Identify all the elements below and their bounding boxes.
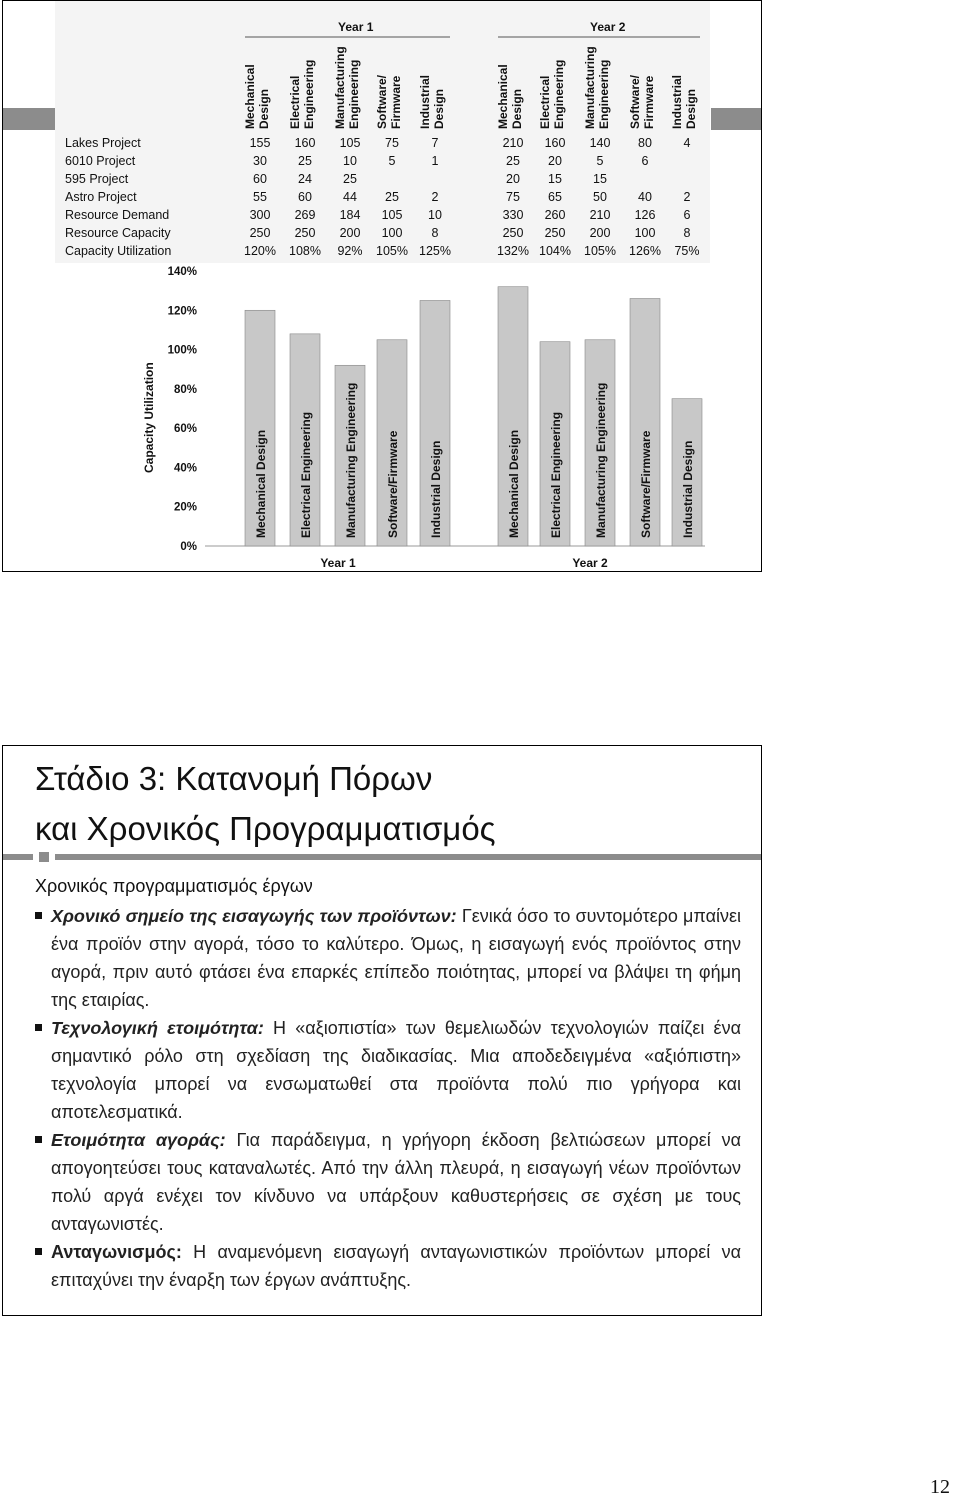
chart-bar-category-label: Manufacturing Engineering <box>594 382 608 538</box>
chart-y-tick-label: 80% <box>173 383 197 396</box>
bullet-text: Η αναμενόμενη εισαγωγή ανταγωνιστικών προϊόντων μπορεί να επιταχύνει την έναρξη των έργων ανάπτυξης. <box>51 1242 741 1290</box>
chart-y-tick-label: 0% <box>180 541 197 553</box>
right-accent-bar <box>711 108 761 130</box>
slide-capacity-chart <box>2 0 762 572</box>
slide-title <box>35 754 735 854</box>
table-col-header-year1: Electrical <box>288 75 302 129</box>
table-cell: 100 <box>381 226 403 240</box>
bullet-marker <box>35 912 42 919</box>
bullet-marker <box>35 1136 42 1143</box>
table-cell: 92% <box>337 244 363 258</box>
table-cell: 5 <box>388 154 396 168</box>
table-cell: 126 <box>634 208 656 222</box>
table-cell: 4 <box>683 136 691 150</box>
table-col-header-year1: Mechanical <box>243 64 257 129</box>
table-col-header-year1: Manufacturing <box>333 46 347 129</box>
table-col-header-year2: Engineering <box>552 59 566 129</box>
chart-group-label-year1: Year 1 <box>320 556 356 570</box>
table-col-header-year2: Design <box>684 88 698 129</box>
table-cell: 100 <box>634 226 656 240</box>
table-row-label: Capacity Utilization <box>65 244 172 258</box>
table-cell: 2 <box>431 190 439 204</box>
table-cell: 50 <box>593 190 607 204</box>
table-cell: 1 <box>431 154 439 168</box>
table-cell: 330 <box>502 208 524 222</box>
left-margin-strip <box>3 1 55 101</box>
table-year2-header: Year 2 <box>590 20 626 34</box>
bullet-text: Η «αξιοπιστία» των θεμελιωδών τεχνολογιών παίζει ένα σημαντικό ρόλο στη σχεδίαση της διαδικασίας. Μια αποδεδειγμένα «αξιόπιστη» τεχνολογία μπορεί να ενσωματωθεί στα προϊόντα πολύ πιο γρήγορα και αποτελεσματικά. <box>51 1018 741 1122</box>
chart-bar-category-label: Industrial Design <box>681 440 695 538</box>
table-cell: 250 <box>249 226 271 240</box>
bullet-marker <box>35 1248 42 1255</box>
bullet-item <box>35 1014 741 1126</box>
left-accent-bar <box>3 108 55 130</box>
table-cell: 30 <box>253 154 267 168</box>
slide-title-line1: Στάδιο 3: Κατανομή Πόρων <box>35 760 433 797</box>
table-cell: 132% <box>497 244 529 258</box>
chart-y-tick-label: 100% <box>167 344 197 357</box>
table-cell: 75 <box>385 136 399 150</box>
table-col-header-year2: Mechanical <box>496 64 510 129</box>
table-col-header-year1: Engineering <box>302 59 316 129</box>
chart-bar-category-label: Electrical Engineering <box>299 411 313 538</box>
bullet-item <box>35 902 741 1014</box>
table-cell: 160 <box>294 136 316 150</box>
table-col-header-year1: Software/ <box>375 74 389 129</box>
table-cell: 210 <box>589 208 611 222</box>
table-cell: 300 <box>249 208 271 222</box>
table-row-label: Resource Capacity <box>65 226 171 240</box>
table-cell: 80 <box>638 136 652 150</box>
table-cell: 75% <box>674 244 700 258</box>
slide-title-line2: και Χρονικός Προγραμματισμός <box>35 810 496 847</box>
table-cell: 269 <box>294 208 316 222</box>
table-cell: 24 <box>298 172 312 186</box>
chart-group-label-year2: Year 2 <box>572 556 608 570</box>
table-cell: 105% <box>376 244 408 258</box>
table-cell: 260 <box>544 208 566 222</box>
table-cell: 60 <box>253 172 267 186</box>
table-col-header-year2: Engineering <box>597 59 611 129</box>
chart-bar-category-label: Manufacturing Engineering <box>344 382 358 538</box>
table-cell: 125% <box>419 244 451 258</box>
table-cell: 20 <box>548 154 562 168</box>
table-row-label: Resource Demand <box>65 208 170 222</box>
table-cell: 6 <box>641 154 649 168</box>
table-cell: 25 <box>385 190 399 204</box>
table-year1-header: Year 1 <box>338 20 374 34</box>
table-col-header-year2: Manufacturing <box>583 46 597 129</box>
table-row-label: Astro Project <box>65 190 137 204</box>
chart-bar-category-label: Electrical Engineering <box>549 411 563 538</box>
chart-y-axis-label: Capacity Utilization <box>142 362 156 473</box>
table-col-header-year2: Design <box>510 88 524 129</box>
slide-body <box>35 872 741 1294</box>
table-cell: 25 <box>343 172 357 186</box>
table-cell: 126% <box>629 244 661 258</box>
table-cell: 44 <box>343 190 357 204</box>
table-cell: 160 <box>544 136 566 150</box>
chart-bar-category-label: Mechanical Design <box>254 429 268 538</box>
table-col-header-year1: Firmware <box>389 75 403 129</box>
chart-y-tick-label: 20% <box>173 501 197 514</box>
bullet-item <box>35 1126 741 1238</box>
table-cell: 40 <box>638 190 652 204</box>
table-cell: 210 <box>502 136 524 150</box>
chart-y-tick-label: 120% <box>167 305 197 318</box>
chart-bar-category-label: Software/Firmware <box>386 430 400 538</box>
table-row-label: 595 Project <box>65 172 129 186</box>
table-col-header-year2: Software/ <box>628 74 642 129</box>
table-row-label: Lakes Project <box>65 136 141 150</box>
table-cell: 5 <box>596 154 604 168</box>
table-col-header-year2: Firmware <box>642 75 656 129</box>
table-cell: 55 <box>253 190 267 204</box>
bullet-lead: Τεχνολογική ετοιμότητα: <box>51 1018 264 1038</box>
table-col-header-year1: Design <box>257 88 271 129</box>
bullet-lead: Ανταγωνισμός: <box>51 1242 182 1262</box>
table-cell: 15 <box>593 172 607 186</box>
table-col-header-year2: Electrical <box>538 75 552 129</box>
chart-bar-category-label: Software/Firmware <box>639 430 653 538</box>
bullet-marker <box>35 1024 42 1031</box>
table-cell: 200 <box>589 226 611 240</box>
table-cell: 25 <box>506 154 520 168</box>
bullet-lead: Ετοιμότητα αγοράς: <box>51 1130 226 1150</box>
table-col-header-year1: Engineering <box>347 59 361 129</box>
table-cell: 6 <box>683 208 691 222</box>
chart-bar-category-label: Mechanical Design <box>507 429 521 538</box>
table-cell: 250 <box>544 226 566 240</box>
chart-y-tick-label: 40% <box>173 462 197 475</box>
title-divider <box>3 852 762 862</box>
chart-y-tick-label: 60% <box>173 423 197 436</box>
bullet-text: Για παράδειγμα, η γρήγορη έκδοση βελτιώσεων μπορεί να απογοητεύσει τους καταναλωτές. Από την άλλη πλευρά, η εισαγωγή νέων προϊόντων πολύ αργά ενέχει τον κίνδυνο να υπάρξουν καθυστερήσεις σε σχέση με τους ανταγωνιστές. <box>51 1130 741 1234</box>
table-cell: 250 <box>502 226 524 240</box>
table-row-label: 6010 Project <box>65 154 136 168</box>
table-cell: 7 <box>431 136 439 150</box>
page-number: 12 <box>930 1476 950 1498</box>
table-cell: 8 <box>683 226 691 240</box>
capacity-figure-svg <box>55 1 710 572</box>
table-cell: 105% <box>584 244 616 258</box>
table-cell: 155 <box>249 136 271 150</box>
chart-bar-category-label: Industrial Design <box>429 440 443 538</box>
table-cell: 200 <box>339 226 361 240</box>
table-col-header-year2: Industrial <box>670 74 684 129</box>
table-cell: 2 <box>683 190 691 204</box>
table-cell: 65 <box>548 190 562 204</box>
table-cell: 250 <box>294 226 316 240</box>
table-cell: 105 <box>381 208 403 222</box>
table-cell: 108% <box>289 244 321 258</box>
table-cell: 184 <box>339 208 361 222</box>
bullet-text: Γενικά όσο το συντομότερο μπαίνει ένα προϊόν στην αγορά, τόσο το καλύτερο. Όμως, η εισαγωγή ενός προϊόντος στην αγορά, πριν αυτό φτάσει ένα επαρκές επίπεδο ποιότητας, μπορεί να βλάψει τη φήμη της εταιρίας. <box>51 906 741 1010</box>
capacity-figure <box>55 1 710 572</box>
table-cell: 120% <box>244 244 276 258</box>
chart-y-tick-label: 140% <box>167 266 197 278</box>
section-subtitle: Χρονικός προγραμματισμός έργων <box>35 876 313 896</box>
table-cell: 25 <box>298 154 312 168</box>
bullet-lead: Χρονικό σημείο της εισαγωγής των προϊόντων: <box>51 906 457 926</box>
table-cell: 8 <box>431 226 439 240</box>
table-cell: 15 <box>548 172 562 186</box>
table-cell: 75 <box>506 190 520 204</box>
table-col-header-year1: Industrial <box>418 74 432 129</box>
table-cell: 105 <box>339 136 361 150</box>
bullet-item <box>35 1238 741 1294</box>
table-cell: 10 <box>343 154 357 168</box>
table-cell: 20 <box>506 172 520 186</box>
table-cell: 10 <box>428 208 442 222</box>
table-col-header-year1: Design <box>432 88 446 129</box>
slide-resource-scheduling <box>2 745 762 1316</box>
table-cell: 60 <box>298 190 312 204</box>
table-cell: 140 <box>589 136 611 150</box>
table-cell: 104% <box>539 244 571 258</box>
